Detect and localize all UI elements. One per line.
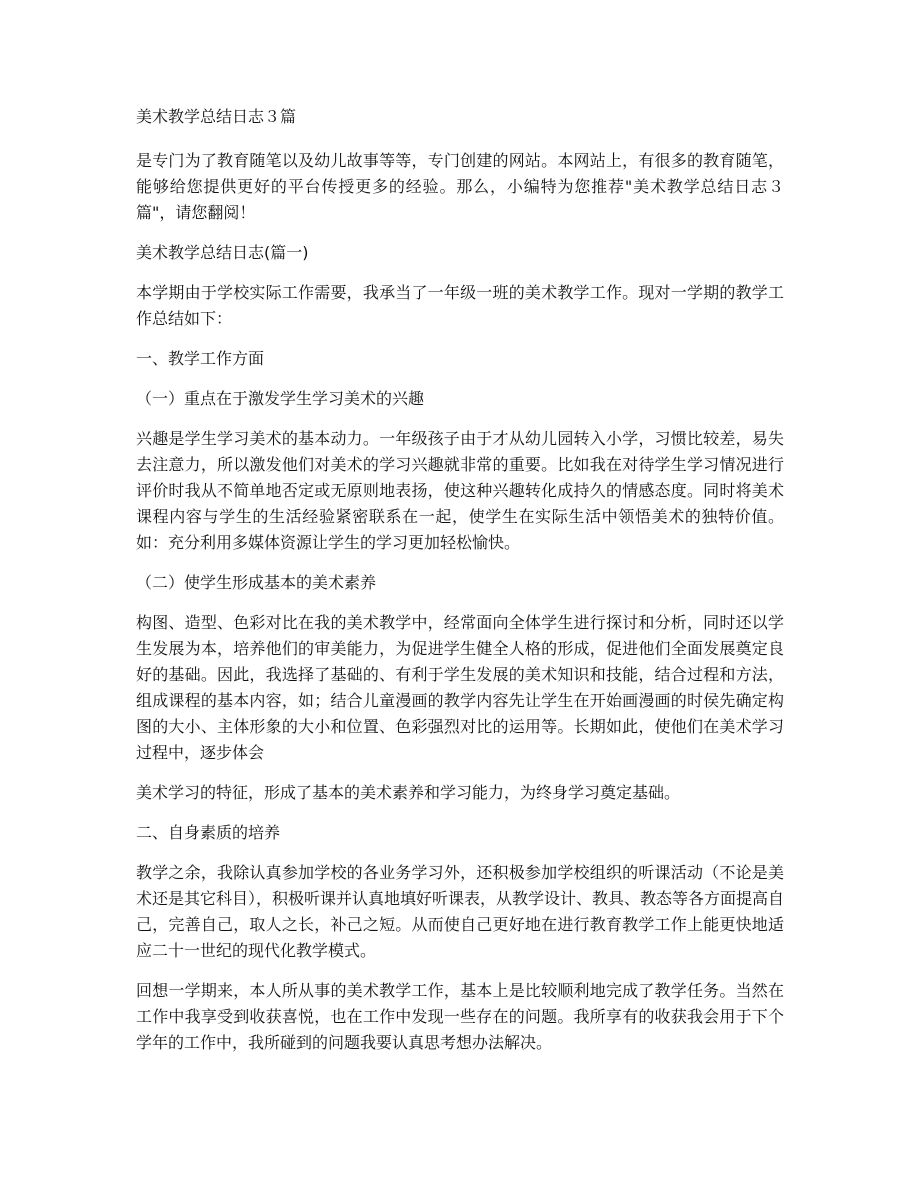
intro-paragraph: 是专门为了教育随笔以及幼儿故事等等，专门创建的网站。本网站上，有很多的教育随笔，能够给您提供更好的平台传授更多的经验。那么，小编特为您推荐"美术教学总结日志３篇"，请您翻阅！ bbox=[136, 151, 784, 222]
section-title: 美术教学总结日志(篇一) bbox=[136, 243, 309, 262]
subheading-interest: （一）重点在于激发学生学习美术的兴趣 bbox=[136, 389, 425, 408]
paragraph: 回想一学期来，本人所从事的美术教学工作，基本上是比较顺利地完成了教学任务。当然在工作中我享受到收获喜悦，也在工作中发现一些存在的问题。我所享有的收获我会用于下个学年的工作中，我所碰到的问题我要认真思考想办法解决。 bbox=[136, 981, 784, 1052]
paragraph: 本学期由于学校实际工作需要，我承当了一年级一班的美术教学工作。现对一学期的教学工作总结如下： bbox=[136, 283, 784, 328]
paragraph: 美术学习的特征，形成了基本的美术素养和学习能力，为终身学习奠定基础。 bbox=[136, 783, 681, 802]
document-title: 美术教学总结日志３篇 bbox=[136, 107, 297, 126]
paragraph: 构图、造型、色彩对比在我的美术教学中，经常面向全体学生进行探讨和分析，同时还以学生发展为本，培养他们的审美能力，为促进学生健全人格的形成，促进他们全面发展奠定良好的基础。因此，我选择了基础的、有利于学生发展的美术知识和技能，结合过程和方法，组成课程的基本内容，如；结合儿童漫画的教学内容先让学生在开始画漫画的时侯先确定构图的大小、主体形象的大小和位置、色彩强烈对比的运用等。长期如此，使他们在美术学习过程中，逐步体会 bbox=[136, 613, 784, 762]
subheading-literacy: （二）使学生形成基本的美术素养 bbox=[136, 573, 377, 592]
paragraph: 兴趣是学生学习美术的基本动力。一年级孩子由于才从幼儿园转入小学，习惯比较差，易失去注意力，所以激发他们对美术的学习兴趣就非常的重要。比如我在对待学生学习情况进行评价时我从不简单地否定或无原则地表扬，使这种兴趣转化成持久的情感态度。同时将美术课程内容与学生的生活经验紧密联系在一起，使学生在实际生活中领悟美术的独特价值。如：充分利用多媒体资源让学生的学习更加轻松愉快。 bbox=[136, 429, 784, 552]
paragraph: 教学之余，我除认真参加学校的各业务学习外，还积极参加学校组织的听课活动（不论是美术还是其它科目），积极听课并认真地填好听课表，从教学设计、教具、教态等各方面提高自己，完善自己，取人之长，补己之短。从而使自己更好地在进行教育教学工作上能更快地适应二十一世纪的现代化教学模式。 bbox=[136, 863, 785, 960]
heading-teaching-work: 一、教学工作方面 bbox=[136, 349, 265, 368]
heading-self-improvement: 二、自身素质的培养 bbox=[136, 823, 281, 842]
document-page bbox=[136, 104, 784, 1070]
